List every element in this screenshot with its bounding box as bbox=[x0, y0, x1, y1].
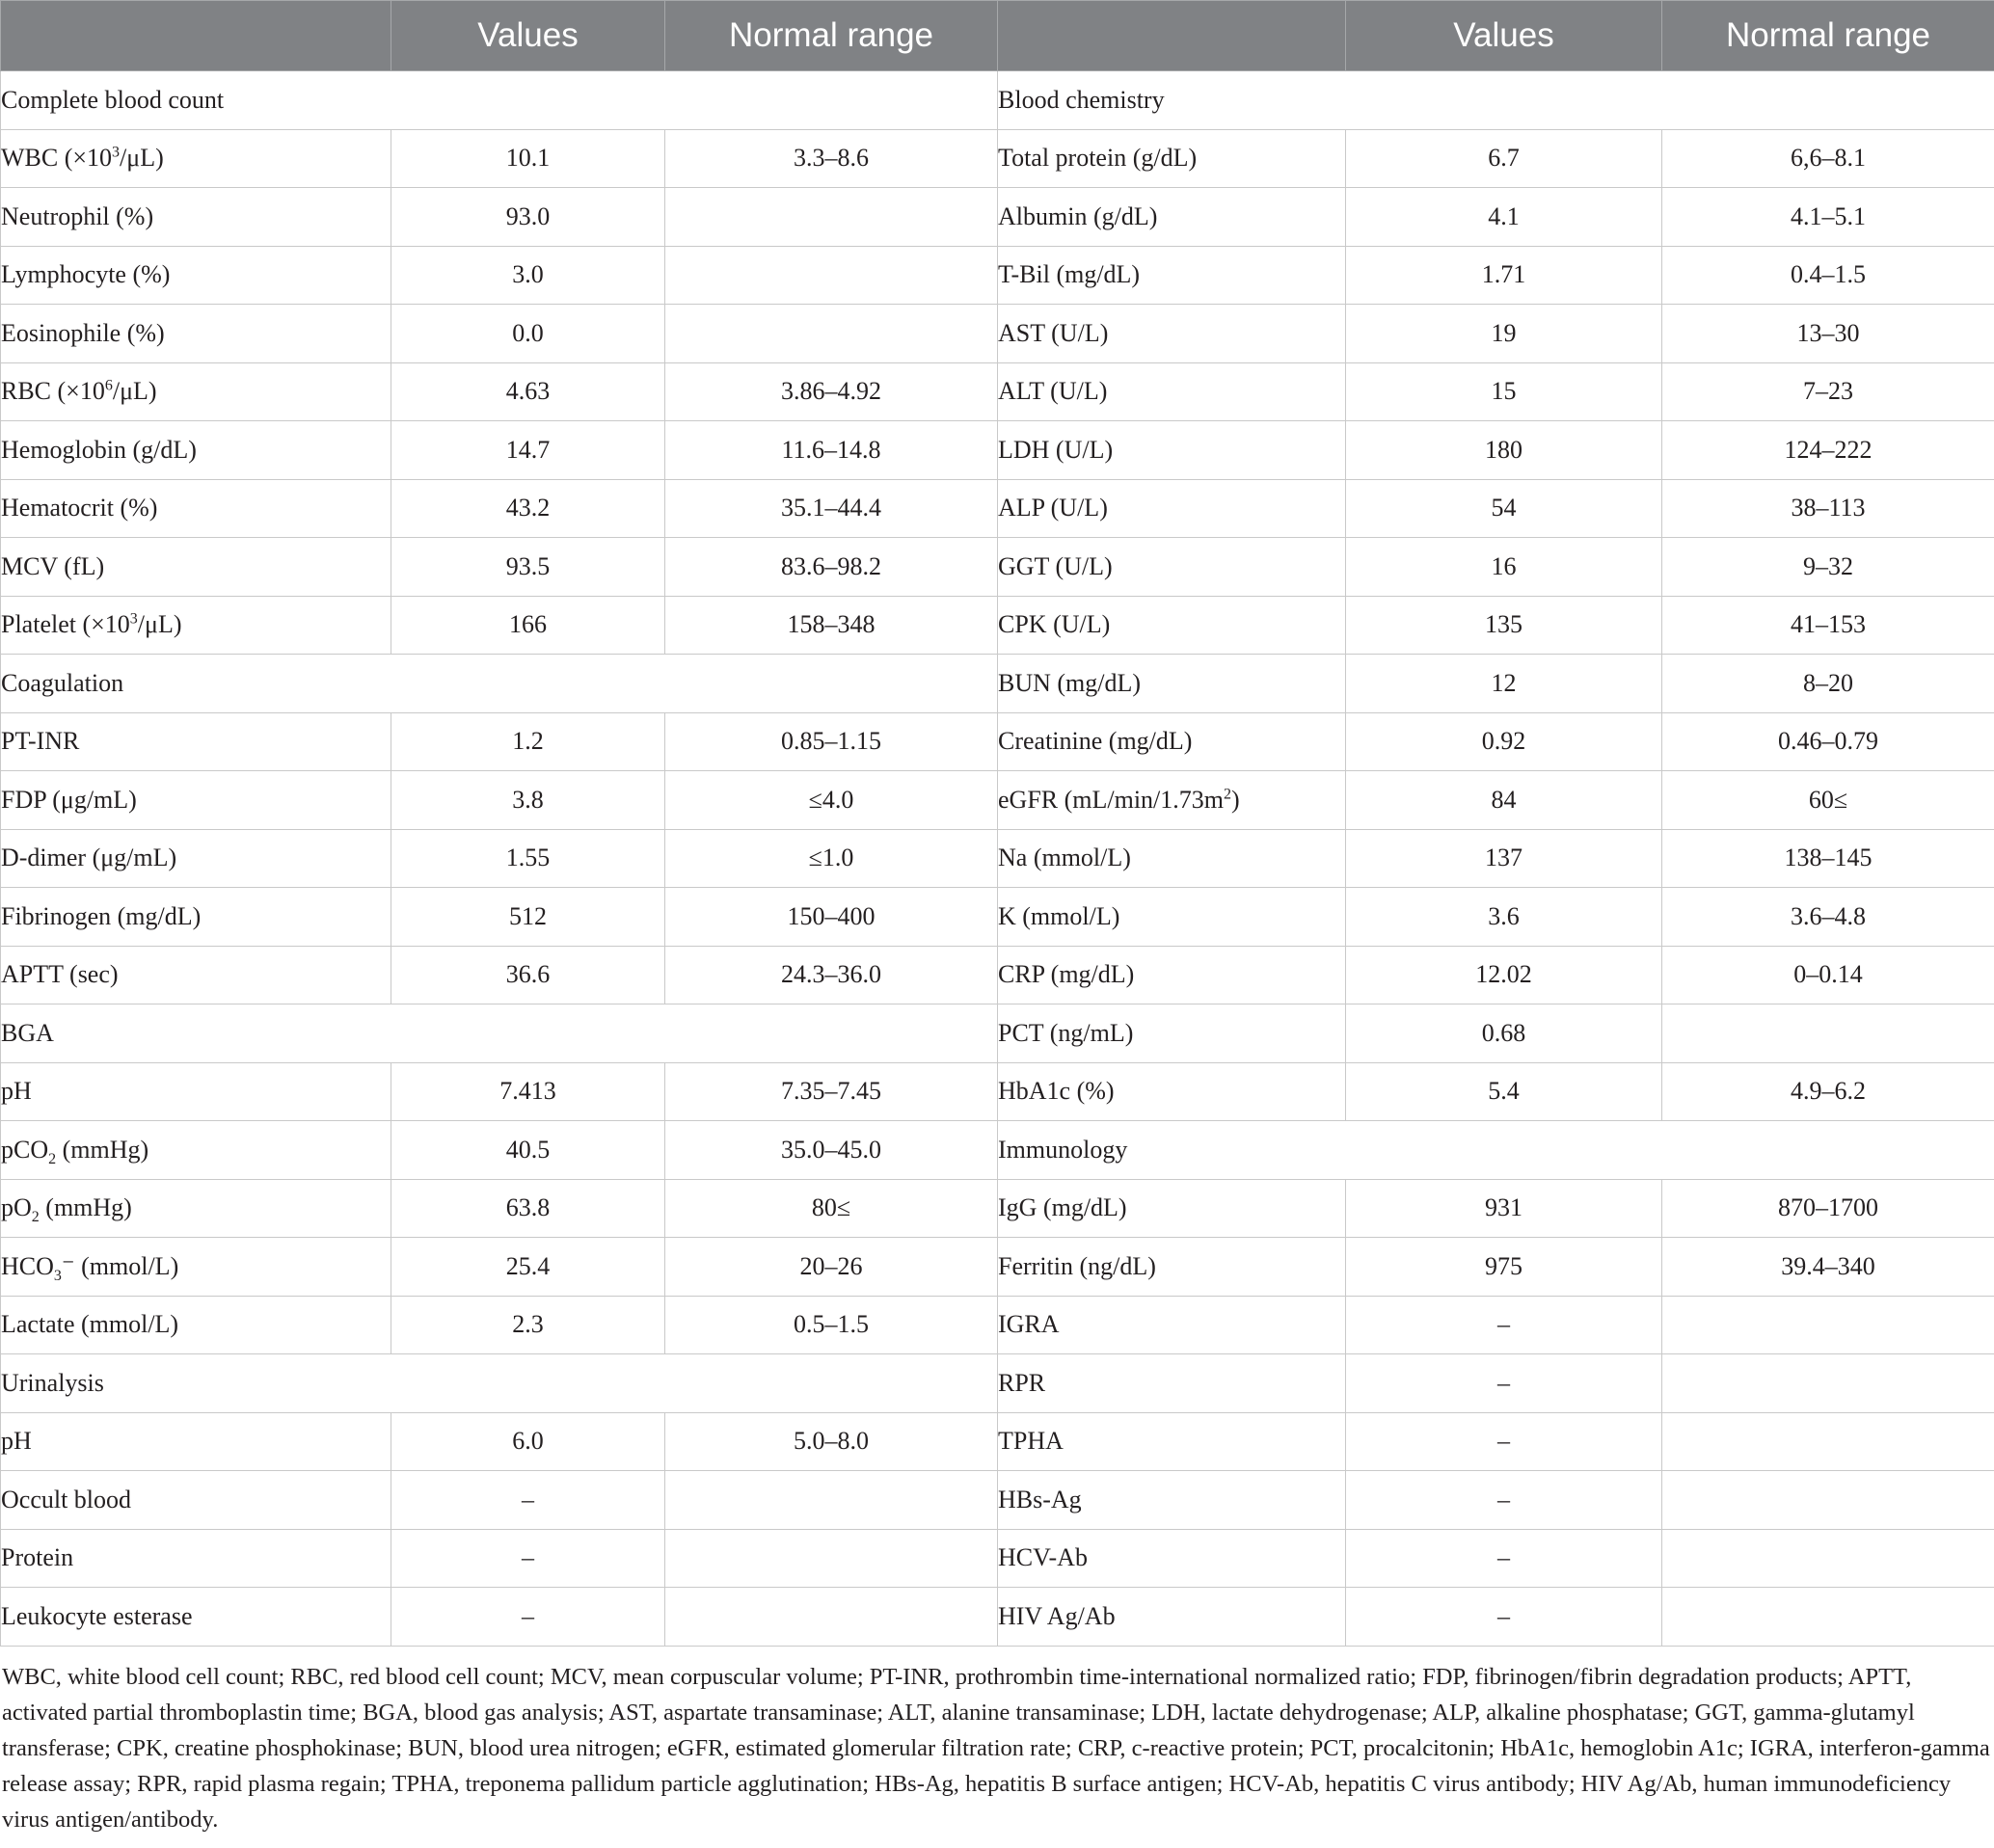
test-value: 512 bbox=[391, 888, 665, 947]
table-row bbox=[1, 888, 1994, 947]
table-row bbox=[1, 1179, 1994, 1238]
test-name bbox=[1, 538, 391, 597]
test-name bbox=[1, 246, 391, 305]
normal-range: 5.0–8.0 bbox=[665, 1412, 998, 1471]
test-value: 180 bbox=[1346, 421, 1662, 480]
test-name bbox=[998, 479, 1346, 538]
normal-range bbox=[665, 1588, 998, 1647]
table-row bbox=[1, 655, 1994, 713]
test-value: 63.8 bbox=[391, 1179, 665, 1238]
test-name-text: Ferritin (ng/dL) bbox=[998, 1251, 1156, 1280]
test-name-text: ALT (U/L) bbox=[998, 377, 1108, 406]
test-value: – bbox=[391, 1588, 665, 1647]
test-value: 166 bbox=[391, 596, 665, 655]
test-name-text: HbA1c (%) bbox=[998, 1077, 1115, 1106]
test-value: 12 bbox=[1346, 655, 1662, 713]
test-name-text: IgG (mg/dL) bbox=[998, 1193, 1127, 1222]
table-row bbox=[1, 712, 1994, 771]
test-name bbox=[1, 1529, 391, 1588]
table-footnote: WBC, white blood cell count; RBC, red blood cell count; MCV, mean corpuscular volume; PT-INR, prothrombin time-international normalized ratio; FDP, fibrinogen/fibrin degradation products; APTT, activated partial thromboplastin time; BGA, blood gas analysis; AST, aspartate transaminase; ALT, alanine transaminase; LDH, lactate dehydrogenase; ALP, alkaline phosphatase; GGT, gamma-glutamyl transferase; CPK, creatine phosphokinase; BUN, blood urea nitrogen; eGFR, estimated glomerular filtration rate; CRP, c-reactive protein; PCT, procalcitonin; HbA1c, hemoglobin A1c; IGRA, interferon-gamma release assay; RPR, rapid plasma regain; TPHA, treponema pallidum particle agglutination; HBs-Ag, hepatitis B surface antigen; HCV-Ab, hepatitis C virus antibody; HIV Ag/Ab, human immunodeficiency virus antigen/antibody. bbox=[2, 1663, 1990, 1833]
table-row bbox=[1, 596, 1994, 655]
normal-range bbox=[1662, 1354, 1994, 1413]
normal-range bbox=[1662, 1296, 1994, 1354]
normal-range: 870–1700 bbox=[1662, 1179, 1994, 1238]
test-name bbox=[1, 479, 391, 538]
normal-range: 124–222 bbox=[1662, 421, 1994, 480]
test-name-text: Total protein (g/dL) bbox=[998, 144, 1198, 173]
test-value: 7.413 bbox=[391, 1062, 665, 1121]
test-name-text: HBs-Ag bbox=[998, 1485, 1082, 1513]
header-blank-left bbox=[1, 1, 391, 71]
test-value: 2.3 bbox=[391, 1296, 665, 1354]
table-row bbox=[1, 362, 1994, 421]
normal-range: 11.6–14.8 bbox=[665, 421, 998, 480]
table-row bbox=[1, 1412, 1994, 1471]
test-name-text: Fibrinogen (mg/dL) bbox=[1, 901, 202, 930]
normal-range: 4.9–6.2 bbox=[1662, 1062, 1994, 1121]
section-heading: Coagulation bbox=[1, 655, 998, 713]
test-value: 0.0 bbox=[391, 305, 665, 363]
test-unit-text: /μL) bbox=[120, 144, 164, 173]
test-unit-text: (mmHg) bbox=[39, 1193, 132, 1222]
normal-range bbox=[665, 246, 998, 305]
test-name bbox=[1, 1179, 391, 1238]
test-name bbox=[998, 1296, 1346, 1354]
normal-range: 39.4–340 bbox=[1662, 1238, 1994, 1297]
test-name-text: ALP (U/L) bbox=[998, 494, 1108, 522]
test-value: 14.7 bbox=[391, 421, 665, 480]
test-value: 25.4 bbox=[391, 1238, 665, 1297]
table-row bbox=[1, 129, 1994, 188]
test-value: 0.92 bbox=[1346, 712, 1662, 771]
table-row bbox=[1, 1121, 1994, 1180]
normal-range: 83.6–98.2 bbox=[665, 538, 998, 597]
test-unit-text: /μL) bbox=[137, 610, 182, 639]
test-name-text: D-dimer (μg/mL) bbox=[1, 844, 177, 872]
normal-range: 7.35–7.45 bbox=[665, 1062, 998, 1121]
normal-range: 0.46–0.79 bbox=[1662, 712, 1994, 771]
test-name bbox=[998, 888, 1346, 947]
test-value: 12.02 bbox=[1346, 946, 1662, 1004]
test-name-text: HIV Ag/Ab bbox=[998, 1601, 1116, 1630]
test-name bbox=[998, 946, 1346, 1004]
test-name-text: Creatinine (mg/dL) bbox=[998, 727, 1193, 756]
header-range-left: Normal range bbox=[665, 1, 998, 71]
test-name-text: pO bbox=[1, 1193, 32, 1222]
test-name-text: IGRA bbox=[998, 1310, 1060, 1339]
test-unit-text: ) bbox=[1231, 785, 1240, 814]
normal-range: 0.4–1.5 bbox=[1662, 246, 1994, 305]
test-name bbox=[1, 1238, 391, 1297]
test-name-text: Leukocyte esterase bbox=[1, 1601, 193, 1630]
test-name-text: MCV (fL) bbox=[1, 551, 105, 580]
superscript: 3 bbox=[112, 144, 121, 161]
test-value: – bbox=[391, 1529, 665, 1588]
test-name bbox=[998, 246, 1346, 305]
test-name-text: T-Bil (mg/dL) bbox=[998, 260, 1141, 289]
normal-range: 6,6–8.1 bbox=[1662, 129, 1994, 188]
normal-range: 80≤ bbox=[665, 1179, 998, 1238]
table-row bbox=[1, 538, 1994, 597]
test-name bbox=[998, 712, 1346, 771]
header-blank-right bbox=[998, 1, 1346, 71]
test-name bbox=[998, 829, 1346, 888]
test-value: 135 bbox=[1346, 596, 1662, 655]
table-body bbox=[1, 71, 1994, 1647]
test-name-text: pH bbox=[1, 1077, 32, 1106]
test-name bbox=[1, 362, 391, 421]
test-value: 93.0 bbox=[391, 188, 665, 247]
subscript: 2 bbox=[48, 1150, 57, 1167]
normal-range: 9–32 bbox=[1662, 538, 1994, 597]
normal-range: ≤1.0 bbox=[665, 829, 998, 888]
test-name-text: pH bbox=[1, 1427, 32, 1456]
test-name-text: GGT (U/L) bbox=[998, 551, 1113, 580]
normal-range bbox=[665, 305, 998, 363]
test-name-text: Occult blood bbox=[1, 1485, 132, 1513]
superscript: 2 bbox=[1224, 786, 1231, 803]
test-name-text: RBC (×10 bbox=[1, 377, 105, 406]
normal-range: 24.3–36.0 bbox=[665, 946, 998, 1004]
test-value: 19 bbox=[1346, 305, 1662, 363]
header-range-right: Normal range bbox=[1662, 1, 1994, 71]
table-row bbox=[1, 421, 1994, 480]
test-name bbox=[1, 1588, 391, 1647]
test-value: – bbox=[1346, 1354, 1662, 1413]
subscript: 2 bbox=[31, 1209, 40, 1226]
normal-range: 13–30 bbox=[1662, 305, 1994, 363]
section-heading: Immunology bbox=[998, 1121, 1994, 1180]
test-value: 6.0 bbox=[391, 1412, 665, 1471]
test-name bbox=[1, 829, 391, 888]
table-row bbox=[1, 1354, 1994, 1413]
table-header-row bbox=[1, 1, 1994, 71]
test-name bbox=[998, 538, 1346, 597]
test-value: 4.1 bbox=[1346, 188, 1662, 247]
test-value: 40.5 bbox=[391, 1121, 665, 1180]
normal-range: 41–153 bbox=[1662, 596, 1994, 655]
test-name-text: eGFR (mL/min/1.73m bbox=[998, 785, 1224, 814]
test-value: 137 bbox=[1346, 829, 1662, 888]
test-name-text: HCV-Ab bbox=[998, 1543, 1088, 1572]
test-value: – bbox=[1346, 1296, 1662, 1354]
test-value: 3.0 bbox=[391, 246, 665, 305]
test-name bbox=[998, 1179, 1346, 1238]
test-name bbox=[998, 1238, 1346, 1297]
table-row bbox=[1, 479, 1994, 538]
test-value: – bbox=[1346, 1471, 1662, 1530]
normal-range: 4.1–5.1 bbox=[1662, 188, 1994, 247]
test-value: 1.2 bbox=[391, 712, 665, 771]
test-value: 1.55 bbox=[391, 829, 665, 888]
test-value: 16 bbox=[1346, 538, 1662, 597]
test-name-text: Platelet (×10 bbox=[1, 610, 130, 639]
normal-range: 0–0.14 bbox=[1662, 946, 1994, 1004]
test-name bbox=[998, 1412, 1346, 1471]
test-name bbox=[998, 1588, 1346, 1647]
test-value: 0.68 bbox=[1346, 1004, 1662, 1063]
normal-range: 0.85–1.15 bbox=[665, 712, 998, 771]
normal-range bbox=[1662, 1471, 1994, 1530]
normal-range: 38–113 bbox=[1662, 479, 1994, 538]
table-row bbox=[1, 188, 1994, 247]
test-value: – bbox=[1346, 1412, 1662, 1471]
test-name-text: Na (mmol/L) bbox=[998, 844, 1131, 872]
section-heading: Blood chemistry bbox=[998, 71, 1994, 130]
test-name-text: Albumin (g/dL) bbox=[998, 201, 1158, 230]
test-value: 4.63 bbox=[391, 362, 665, 421]
table-row bbox=[1, 1588, 1994, 1647]
test-name bbox=[1, 129, 391, 188]
normal-range bbox=[665, 188, 998, 247]
section-heading: Urinalysis bbox=[1, 1354, 998, 1413]
test-name bbox=[1, 596, 391, 655]
test-name bbox=[1, 1062, 391, 1121]
normal-range bbox=[665, 1529, 998, 1588]
superscript: 6 bbox=[104, 377, 113, 394]
test-name bbox=[1, 712, 391, 771]
normal-range bbox=[1662, 1588, 1994, 1647]
table-row bbox=[1, 246, 1994, 305]
test-value: 43.2 bbox=[391, 479, 665, 538]
test-value: 36.6 bbox=[391, 946, 665, 1004]
table-row bbox=[1, 1529, 1994, 1588]
test-unit-text: (mmHg) bbox=[56, 1135, 149, 1164]
test-value: 5.4 bbox=[1346, 1062, 1662, 1121]
test-name bbox=[1, 188, 391, 247]
normal-range bbox=[1662, 1529, 1994, 1588]
normal-range: 35.0–45.0 bbox=[665, 1121, 998, 1180]
test-name bbox=[998, 596, 1346, 655]
test-name bbox=[998, 1354, 1346, 1413]
test-name bbox=[998, 1062, 1346, 1121]
test-name bbox=[998, 421, 1346, 480]
test-value: 931 bbox=[1346, 1179, 1662, 1238]
test-name-text: Hematocrit (%) bbox=[1, 494, 158, 522]
test-name-text: PCT (ng/mL) bbox=[998, 1018, 1134, 1047]
table-row bbox=[1, 829, 1994, 888]
test-name bbox=[1, 1296, 391, 1354]
test-value: – bbox=[1346, 1529, 1662, 1588]
header-values-right: Values bbox=[1346, 1, 1662, 71]
test-name bbox=[998, 362, 1346, 421]
test-name-text: pCO bbox=[1, 1135, 49, 1164]
test-name-text: RPR bbox=[998, 1368, 1046, 1397]
test-name-text: FDP (μg/mL) bbox=[1, 785, 137, 814]
test-name bbox=[1, 888, 391, 947]
table-row bbox=[1, 771, 1994, 830]
normal-range: 7–23 bbox=[1662, 362, 1994, 421]
test-value: – bbox=[1346, 1588, 1662, 1647]
test-value: 93.5 bbox=[391, 538, 665, 597]
normal-range: 35.1–44.4 bbox=[665, 479, 998, 538]
test-name-text: HCO bbox=[1, 1251, 54, 1280]
test-name-text: APTT (sec) bbox=[1, 960, 119, 989]
test-name-text: Neutrophil (%) bbox=[1, 201, 154, 230]
normal-range: 150–400 bbox=[665, 888, 998, 947]
normal-range: ≤4.0 bbox=[665, 771, 998, 830]
test-value: 3.6 bbox=[1346, 888, 1662, 947]
test-value: 54 bbox=[1346, 479, 1662, 538]
table-row bbox=[1, 1062, 1994, 1121]
test-name bbox=[1, 771, 391, 830]
test-name bbox=[998, 1529, 1346, 1588]
test-name bbox=[998, 655, 1346, 713]
test-name bbox=[1, 1471, 391, 1530]
test-name-text: TPHA bbox=[998, 1427, 1064, 1456]
test-value: 84 bbox=[1346, 771, 1662, 830]
test-name bbox=[1, 1121, 391, 1180]
test-name-text: AST (U/L) bbox=[998, 318, 1109, 347]
normal-range: 158–348 bbox=[665, 596, 998, 655]
test-value: 1.71 bbox=[1346, 246, 1662, 305]
test-value: 6.7 bbox=[1346, 129, 1662, 188]
test-name-text: CPK (U/L) bbox=[998, 610, 1111, 639]
normal-range: 3.86–4.92 bbox=[665, 362, 998, 421]
normal-range bbox=[1662, 1004, 1994, 1063]
test-name bbox=[1, 946, 391, 1004]
test-name-text: BUN (mg/dL) bbox=[998, 668, 1142, 697]
test-value: – bbox=[391, 1471, 665, 1530]
test-unit-text: ⁻ (mmol/L) bbox=[61, 1251, 179, 1280]
normal-range: 138–145 bbox=[1662, 829, 1994, 888]
test-name-text: Eosinophile (%) bbox=[1, 318, 165, 347]
table-row bbox=[1, 1296, 1994, 1354]
test-name bbox=[998, 305, 1346, 363]
test-name bbox=[1, 1412, 391, 1471]
test-name bbox=[998, 1004, 1346, 1063]
test-name bbox=[998, 129, 1346, 188]
test-name bbox=[998, 771, 1346, 830]
test-unit-text: /μL) bbox=[112, 377, 157, 406]
test-value: 10.1 bbox=[391, 129, 665, 188]
table-row bbox=[1, 71, 1994, 130]
section-heading: BGA bbox=[1, 1004, 998, 1063]
test-name-text: Hemoglobin (g/dL) bbox=[1, 435, 197, 464]
normal-range: 0.5–1.5 bbox=[665, 1296, 998, 1354]
normal-range: 3.3–8.6 bbox=[665, 129, 998, 188]
test-name-text: Lactate (mmol/L) bbox=[1, 1310, 179, 1339]
table-row bbox=[1, 1471, 1994, 1530]
table-row bbox=[1, 1238, 1994, 1297]
test-name-text: PT-INR bbox=[1, 727, 80, 756]
header-values-left: Values bbox=[391, 1, 665, 71]
test-name-text: CRP (mg/dL) bbox=[998, 960, 1135, 989]
test-name-text: WBC (×10 bbox=[1, 144, 113, 173]
test-name bbox=[1, 305, 391, 363]
subscript: 3 bbox=[53, 1267, 62, 1284]
test-name bbox=[998, 188, 1346, 247]
table-row bbox=[1, 946, 1994, 1004]
test-name bbox=[1, 421, 391, 480]
superscript: 3 bbox=[129, 610, 138, 628]
normal-range: 3.6–4.8 bbox=[1662, 888, 1994, 947]
section-heading: Complete blood count bbox=[1, 71, 998, 130]
table-row bbox=[1, 1004, 1994, 1063]
normal-range bbox=[1662, 1412, 1994, 1471]
test-name bbox=[998, 1471, 1346, 1530]
test-value: 975 bbox=[1346, 1238, 1662, 1297]
normal-range: 20–26 bbox=[665, 1238, 998, 1297]
test-name-text: Lymphocyte (%) bbox=[1, 260, 171, 289]
normal-range: 60≤ bbox=[1662, 771, 1994, 830]
normal-range bbox=[665, 1471, 998, 1530]
test-value: 3.8 bbox=[391, 771, 665, 830]
test-name-text: LDH (U/L) bbox=[998, 435, 1114, 464]
table-row bbox=[1, 305, 1994, 363]
test-name-text: K (mmol/L) bbox=[998, 901, 1120, 930]
test-name-text: Protein bbox=[1, 1543, 74, 1572]
test-value: 15 bbox=[1346, 362, 1662, 421]
normal-range: 8–20 bbox=[1662, 655, 1994, 713]
